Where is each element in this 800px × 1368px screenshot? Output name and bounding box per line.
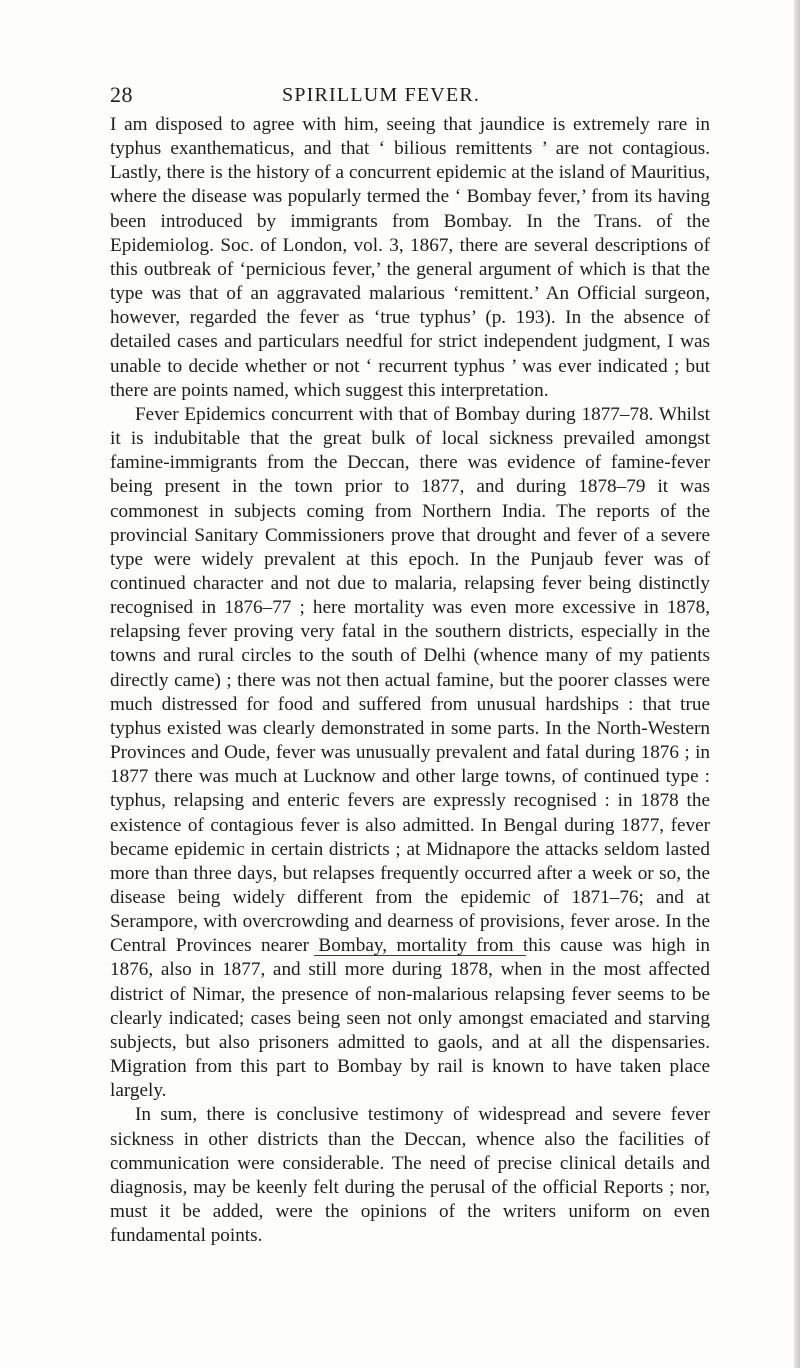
page-number: 28 (110, 82, 133, 107)
page-edge-shadow (794, 0, 800, 1368)
paragraph-fever-epidemics: Fever Epidemics concurrent with that of Bombay during 1877–78. Whilst it is indubitable that the great bulk of local sickness prevailed amongst famine-immigrants from the Deccan, there was evidence of famine-fever being present in the town prior to 1877, and during 1878–79 it was commonest in subjects coming from Northern India. The reports of the provincial Sanitary Commissioners prove that drought and fever of a severe type were widely prevalent at this epoch. In the Punjaub fever was of continued character and not due to malaria, relapsing fever being distinctly recognised in 1876–77 ; here mortality was even more excessive in 1878, relapsing fever proving very fatal in the southern districts, especially in the towns and rural circles to the south of Delhi (whence many of my patients directly came) ; there was not then actual famine, but the poorer classes were much distressed for food and suffered from unusual hardships : that true typhus existed was clearly demonstrated in some parts. In the North-Western Provinces and Oude, fever was unusually prevalent and fatal during 1876 ; in 1877 there was much at Lucknow and other large towns, of continued type : typhus, relapsing and enteric fevers are expressly recognised : in 1878 the existence of contagious fever is also admitted. In Bengal during 1877, fever became epidemic in certain districts ; at Midnapore the attacks seldom lasted more than three days, but relapses frequently occurred after a week or so, the disease being widely different from the epidemic of 1871–76; and at Serampore, with overcrowding and dearness of provisions, fever arose. In the Central Provinces nearer Bombay, mortality from this cause was high in 1876, also in 1877, and still more during 1878, when in the most affected district of Nimar, the presence of non-malarious relapsing fever seems to be clearly indicated; cases being seen not only amongst emaciated and starving subjects, but also prisoners admitted to gaols, and at all the dispensaries. Migration from this part to Bombay by rail is known to have taken place largely. (110, 403, 710, 1102)
running-head: SPIRILLUM FEVER. (282, 84, 481, 106)
paragraph-in-sum: In sum, there is conclusive testimony of widespread and severe fever sickness in other districts than the Deccan, whence also the facilities of communication were considerable. The need of precise clinical details and diagnosis, may be keenly felt during the perusal of the official Reports ; nor, must it be added, were the opinions of the writers uniform on even fundamental points. (110, 1104, 710, 1247)
body-text (110, 113, 710, 1248)
closing-rule (314, 955, 526, 956)
paragraph-mauritius: I am disposed to agree with him, seeing that jaundice is extremely rare in typhus exanthematicus, and that ‘ bilious remittents ’ are not contagious. Lastly, there is the history of a concurrent epidemic at the island of Mauritius, where the disease was popularly termed the ‘ Bombay fever,’ from its having been introduced by immigrants from Bombay. In the Trans. of the Epidemiolog. Soc. of London, vol. 3, 1867, there are several descriptions of this outbreak of ‘pernicious fever,’ the general argument of which is that the type was that of an aggravated malarious ‘remittent.’ An Official surgeon, however, regarded the fever as ‘true typhus’ (p. 193). In the absence of detailed cases and particulars needful for strict independent judgment, I was unable to decide whether or not ‘ recurrent typhus ’ was ever indicated ; but there are points named, which suggest this interpretation. (110, 114, 710, 401)
page-header (110, 82, 710, 112)
